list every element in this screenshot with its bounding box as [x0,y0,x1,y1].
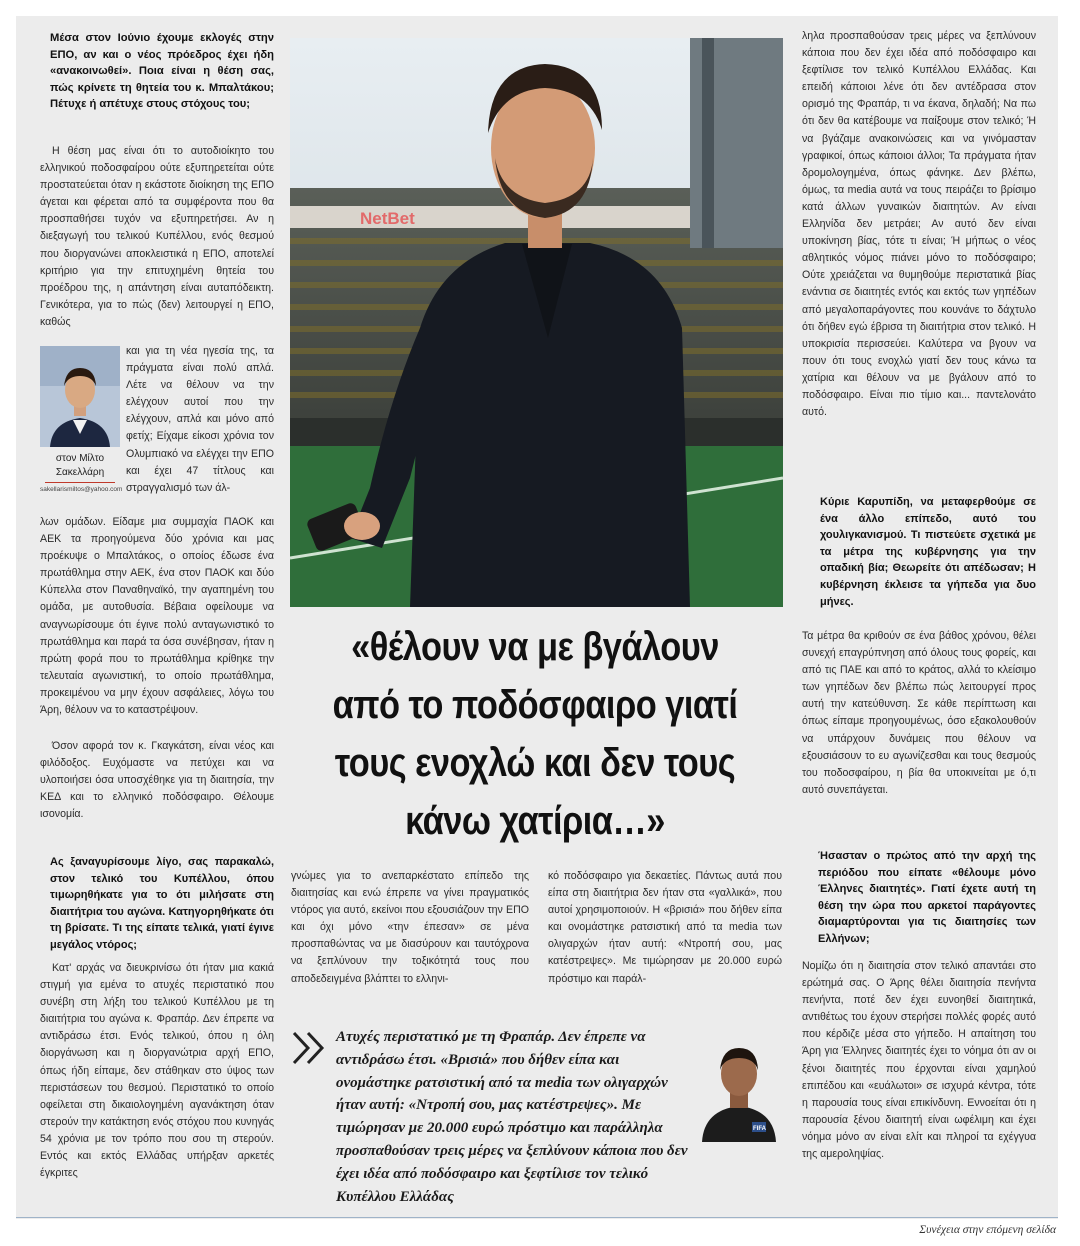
intro-question: Μέσα στον Ιούνιο έχουμε εκλογές στην ΕΠΟ, αν και ο νέος πρόεδρος έχει ήδη «ανακοινωθεί». Ποια είναι η θέση σας, πώς κρίνετε τη θητεία του κ. Μπαλτάκου; Πέτυχε ή απέτυχε στους στόχους του; [50,32,274,111]
author-divider [45,482,115,483]
fifa-badge-text: FIFA [753,1126,766,1132]
stadium-portrait-image [290,38,783,607]
referee-photo [696,1030,782,1142]
col1-p1-cont-text: και για τη νέα ηγεσία της, τα πράγματα είναι πολύ απλά. Λέτε να θέλουν να την ελέγχουν αυτοί που την ελέγχουν, απλά και μόνο από φετίχ; Είχαμε είκοσι χρόνια τον Ολυμπιακό να ελέγχει την ΕΠΟ και έχει 47 τίτλους και στραγγαλισμό των άλ- [126,345,274,494]
pull-quote: Ατυχές περιστατικό με τη Φραπάρ. Δεν έπρεπε να αντιδράσω έτσι. «Βρισιά» που δήθεν είπα και ονομάστηκε ρατσιστική από τα media των ολιγαρχών ήταν αυτή: «Ντροπή σου, μας κατέστρεψες». Με τιμώρησαν με 20.000 ευρώ πρόστιμο και παράλληλα προσπαθούσαν τρεις μέρες να ξεπλύνουν κάποια που δεν έχει ιδέα από ποδόσφαιρο και ξεφτίλισε τον τελικό Κυπέλλου Ελλάδας [336,1029,688,1205]
question-4: Ήσασταν ο πρώτος από την αρχή της περιόδου που είπατε «θέλουμε μόνο Έλληνες διαιτητές». Γιατί έχετε αυτή τη θέση την ώρα που αρκετοί παράγοντες διαμαρτύρονται για τις διαιτησίες των Ελλήνων; [818,850,1036,945]
question-2: Ας ξαναγυρίσουμε λίγο, σας παρακαλώ, στον τελικό του Κυπέλλου, όπου τιμωρηθήκατε για το ότι μιλήσατε στη διαιτήτρια του αγώνα. Κατηγορηθήκατε ότι τη βρίσατε. Τι της είπατε τελικά, γιατί έγινε μεγάλος ντόρος; [50,856,274,951]
col1-paragraph-3 [40,960,274,1200]
footer-rule [16,1217,1058,1218]
col4-p2-text: Τα μέτρα θα κριθούν σε ένα βάθος χρόνου, θέλει συνεχή επαγρύπνηση από όλους τους φορείς, και από τις ΠΑΕ και από το κράτος, αλλά το κλείσιμο των γηπέδων δεν βλέπω πώς λειτουργεί προς αυτή την κατεύθυνση. Σε κάθε περίπτωση και όπως είπαμε προηγουμένως, όσο εξακολουθούν να υπάρχουν δυνάμεις που θέλουν να εξουσιάσουν το ευ αγωνίζεσθαι και τους θεσμούς του ποδοσφαίρου, η βία θα υποκινείται με ό,τι αυτό συνεπάγεται. [802,630,1036,796]
headline: «θέλουν να με βγάλουν από το ποδόσφαιρο γιατί τους ενοχλώ και δεν τους κάνω χατίρια…» [332,625,738,843]
col3-text [548,868,782,994]
col2-text [291,868,529,994]
col4-paragraph-2 [802,628,1036,828]
author-photo [40,346,120,447]
author-name: στον Μίλτο Σακελλάρη [55,453,105,478]
referee-portrait-icon [696,1030,782,1142]
col2-text-body: γνώμες για το ανεπαρκέστατο επίπεδο της διαιτησίας και ενώ έπρεπε να γίνει πραγματικός ντόρος για αυτό, εκείνοι που εξουσιάζουν την ΕΠΟ και όχι μόνο «την έπεσαν» σε μένα προσπαθώντας να με διασύρουν και ταυτόχρονα να ξεπλύνουν την τοξικότητά τους που αποδεδειγμένα βλάπτει το ελληνι- [291,870,529,985]
col1-p2-text: Όσον αφορά τον κ. Γκαγκάτση, είναι νέος και φιλόδοξος. Ευχόμαστε να πετύχει και να υλοποιήσει όσα υποσχέθηκε για τη διαιτησία, την ΚΕΔ και το ελληνικό ποδόσφαιρο. Θέλουμε ισονομία. [40,740,274,821]
col1-p1-end-text: λων ομάδων. Είδαμε μια συμμαχία ΠΑΟΚ και ΑΕΚ τα προηγούμενα δύο χρόνια και μας προέκυψε ο Μπαλτάκος, ο οποίος έδωσε ένα πρωτάθλημα στην ΑΕΚ, ένα στον ΠΑΟΚ και δύο Κύπελλα στον Παναθηναϊκό, την αγαπημένη του ομάδα, με αυτοθυσία. Βέβαια οφείλουμε να αναγνωρίσουμε ότι έγινε πολύ ανταγωνιστικό το πρωτάθλημα και παρά τα όσα συνέβησαν, ήταν η πρώτη φορά που το πρωτάθλημα κρίθηκε την τελευταία αγωνιστική, το οποίο πρωτάθλημα, προκειμένου να μην έχουν ασφάλειες, λόγω του Άρη, θέλουν να το καταστρέψουν. [40,516,274,717]
author-portrait-icon [40,346,120,447]
quote-chevron-icon [292,1030,330,1066]
col1-paragraph-1-end [40,514,274,738]
author-email: sakellarismiltos@yahoo.com [40,486,123,493]
col1-paragraph-1 [40,143,274,349]
col4-p1-text: ληλα προσπαθούσαν τρεις μέρες να ξεπλύνουν κάποια που δεν έχει ιδέα από ποδόσφαιρο και ξεφτίλισε τον τελικό Κυπέλλου Ελλάδας. Και επειδή κάποιοι λένε ότι δεν αντέδρασα στον ορισμό της Φραπάρ, τι να έκανα, δηλαδή; Να πω ότι δεν θα κατέβουμε να παίξουμε στον τελικό; Ή να βγάζαμε ανακοινώσεις και να γινόμασταν γραφικοί, όπως κάποιοι άλλοι; Τα πράγματα ήταν δρομολογημένα, όπως φάνηκε. Δεν βλέπω, όμως, τα media αυτά να τους πειράζει το βρίσιμο κατά άλλων γυναικών διαιτητών. Αν είναι Ελληνίδα δεν μετράει; Αν αυτό δεν είναι υποκίνηση βίας, τότε τι είναι; Ή μήπως ο νέος αθλητικός νόμος πιάνει μόνο το ποδόσφαιρο; Ούτε χρειάζεται να θυμηθούμε περιστατικά βίας ενάντια σε διαιτητές εντός και εκτός των γηπέδων από μεγαλοπαράγοντες που κουνάνε το δάχτυλο ότι δήθεν εγώ έβρισα τη διαιτήτρια στον τελικό. Η υποκρισία περισσεύει. Καλύτερα να βγουν να πουν ότι τους ενοχλώ γιατί δεν τους κάνω τα χατίρια και θέλουν να με βγάλουν από το ποδόσφαιρο. Είναι πιο τίμιο και... παντελονάτο αυτό. [802,30,1036,419]
question-3: Κύριε Καρυπίδη, να μεταφερθούμε σε ένα άλλο επίπεδο, αυτό του χουλιγκανισμού. Τι πιστεύετε σχετικά με τα μέτρα της κυβέρνησης για την οπαδική βία; Θεωρείτε ότι απέδωσαν; Η κυβέρνηση έκλεισε τα γήπεδα για δυο μήνες. [820,496,1036,608]
continued-next-page[interactable]: Συνέχεια στην επόμενη σελίδα [919,1224,1056,1236]
col1-p1-text: Η θέση μας είναι ότι το αυτοδιοίκητο του ελληνικού ποδοσφαίρου ούτε εξυπηρετείται ούτε προστατεύεται όταν η εκάστοτε διοίκηση της ΕΠΟ άγεται και φέρεται από τα συμφέροντα που θα προσπαθήσει τυχόν να εξυπηρετήσει. Αν η διεξαγωγή του τελικού Κυπέλλου, ενός θεσμού που διοργανώνει αποκλειστικά η ΕΠΟ, αποτελεί κριτήριο για την επιτυχημένη θητεία του προέδρου της, η απάντηση είναι αυταπόδεικτη. Γενικότερα, για το πώς (δεν) λειτουργεί η ΕΠΟ, καθώς [40,145,274,328]
col1-paragraph-2 [40,738,274,836]
col4-p3-text: Νομίζω ότι η διαιτησία στον τελικό απαντάει στο ερώτημά σας. Ο Άρης θέλει διαιτησία πενήντα πενήντα, ποτέ δεν έχει ευνοηθεί διαιτητικά, αντιθέτως του έχουν στερήσει πολλές φορές αυτό που κέρδιζε μέσα στο γήπεδο. Η απαίτηση του Άρη για Έλληνες διαιτητές έχει το νόημα ότι αν οι ξένοι διαιτητές που έρχονται είναι χαμηλού επιπέδου και «ευάλωτοι» σε ισχυρά κέντρα, τότε η παρουσία τους είναι επικίνδυνη. Εννοείται ότι η παρουσία ξένου διαιτητή είναι ωφέλιμη και έχει νόημα μόνο αν είναι ελίτ και πληροί τα εχέγγυα της αμεροληψίας. [802,960,1036,1161]
col4-paragraph-3 [802,958,1036,1202]
col1-paragraph-1-wrap [126,343,274,515]
main-photo [290,38,783,607]
stadium-board-text: NetBet [360,209,415,228]
col1-p3-text: Κατ' αρχάς να διευκρινίσω ότι ήταν μια κακιά στιγμή για εμένα το ατυχές περιστατικό που συνέβη στη λήξη του τελικού Κυπέλλου με τη διαιτήτρια του αγώνα κ. Φραπάρ. Δεν έπρεπε να αντιδράσω έτσι. Ενός τελικού, όπου η όλη διοργάνωση και η διοργανώτρια αρχή ΕΠΟ, όπως ήδη είπαμε, δεν στάθηκαν στο ύψος των περιστάσεων του θεσμού. Περιστατικό το οποίο οφείλεται στη δικαιολογημένη αγανάκτηση όταν στερούν την κατάκτηση ενός στόχου που κυνηγάς 54 χρόνια με τον τρόπο που σου τη στερούν. Εντός και εκτός Ελλάδας υπήρξαν αρκετές έγκριτες [40,962,274,1180]
col3-text-body: κό ποδόσφαιρο για δεκαετίες. Πάντως αυτά που είπα στη διαιτήτρια δεν ήταν στα «γαλλικά», που αυτοί χρησιμοποιούν. Η «βρισιά» που δήθεν είπα και ονομάστηκε ρατσιστική από τα media των ολιγαρχών ήταν αυτή: «Ντροπή σου, μας κατέστρεψες». Με τιμώρησαν με 20.000 ευρώ πρόστιμο και παράλ- [548,870,782,985]
col4-paragraph-1 [802,28,1036,480]
